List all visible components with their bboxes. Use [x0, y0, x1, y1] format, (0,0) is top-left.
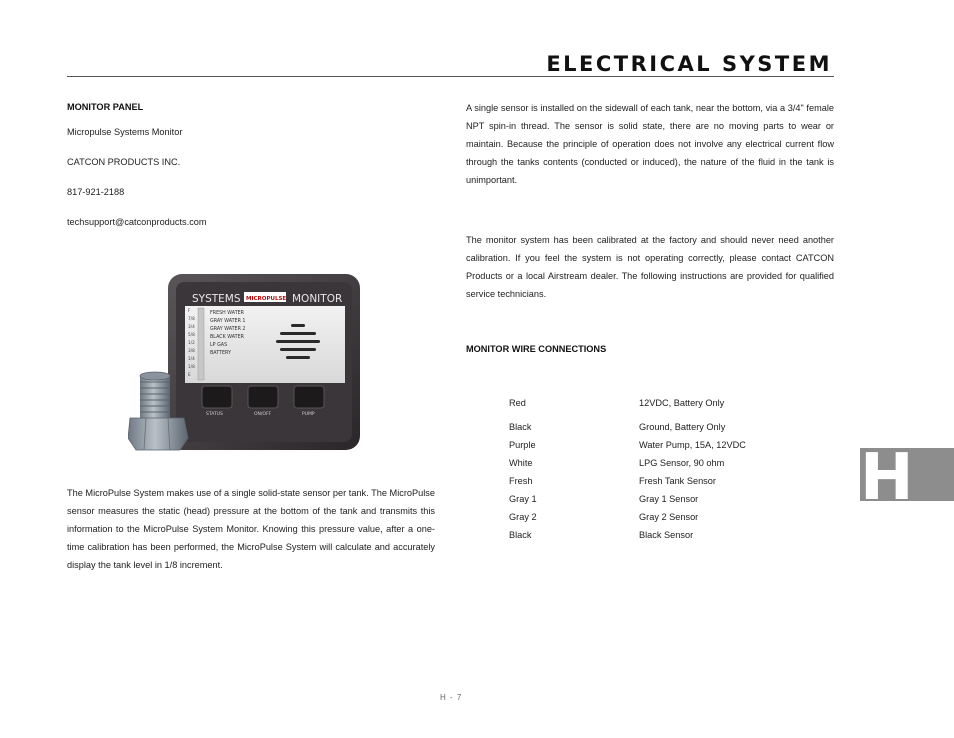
calibration-paragraph: The monitor system has been calibrated at the factory and should never need another calibration. If you feel the system is not operating correctly, please contact CATCON Products or a local Airstream dealer. The following instructions are provided for qualified service technicians.: [466, 235, 834, 299]
svg-text:H: H: [860, 448, 914, 501]
company-name: CATCON PRODUCTS INC.: [67, 157, 181, 167]
system-description: The MicroPulse System makes use of a single solid-state sensor per tank. The MicroPulse sensor measures the static (head) pressure at the bottom of the tank and transmits this information to the MicroPulse System Monitor. Knowing this pressure value, after a one-time calibration has been performed, the MicroPulse System will calculate and accurately display the tank level in 1/8 increment.: [67, 488, 435, 570]
wire-color: Black: [509, 422, 532, 432]
status-button: [202, 386, 232, 408]
svg-text:LP GAS: LP GAS: [210, 343, 228, 348]
wire-color: Purple: [509, 440, 536, 450]
monitor-illustration: [128, 272, 362, 452]
wire-color: White: [509, 458, 533, 468]
monitor-panel-heading: MONITOR PANEL: [67, 102, 144, 112]
wire-function: Black Sensor: [639, 530, 694, 540]
svg-text:BATTERY: BATTERY: [210, 351, 231, 356]
wire-function: Water Pump, 15A, 12VDC: [639, 440, 746, 450]
wire-color: Black: [509, 530, 532, 540]
wire-function: Gray 1 Sensor: [639, 494, 699, 504]
svg-text:BLACK WATER: BLACK WATER: [210, 335, 244, 340]
wire-color: Gray 1: [509, 494, 537, 504]
wire-color: Fresh: [509, 476, 533, 486]
svg-text:7/8: 7/8: [188, 316, 195, 321]
wire-function: 12VDC, Battery Only: [639, 398, 725, 408]
section-tab-letter: [860, 448, 954, 501]
header-rule: [67, 76, 834, 77]
product-name: Micropulse Systems Monitor: [67, 127, 183, 137]
svg-text:ON/OFF: ON/OFF: [254, 412, 272, 417]
svg-text:3/8: 3/8: [188, 348, 195, 353]
page-title: ELECTRICAL SYSTEM: [546, 52, 832, 76]
svg-text:FRESH WATER: FRESH WATER: [210, 311, 244, 316]
section-tab: [860, 448, 954, 501]
wire-color: Gray 2: [509, 512, 537, 522]
svg-text:GRAY WATER 2: GRAY WATER 2: [210, 327, 246, 332]
svg-text:1/2: 1/2: [188, 340, 195, 345]
phone-number: 817-921-2188: [67, 187, 125, 197]
svg-text:5/8: 5/8: [188, 332, 195, 337]
wire-function: Fresh Tank Sensor: [639, 476, 716, 486]
wire-function: LPG Sensor, 90 ohm: [639, 458, 725, 468]
level-scale: [188, 308, 195, 377]
svg-text:1/4: 1/4: [188, 356, 195, 361]
svg-text:3/4: 3/4: [188, 324, 195, 329]
svg-text:1/8: 1/8: [188, 364, 195, 369]
onoff-button: [248, 386, 278, 408]
wire-connections-heading: MONITOR WIRE CONNECTIONS: [466, 344, 607, 354]
svg-text:F: F: [188, 308, 191, 313]
page-number: H - 7: [440, 693, 463, 702]
pump-button: [294, 386, 324, 408]
sensor-paragraph: A single sensor is installed on the sidewall of each tank, near the bottom, via a 3/4" female NPT spin-in thread. The sensor is solid state, there are no moving parts to wear or maintain. Because the principle of operation does not involve any electrical current flow through the tanks contents (conducted or induced), the nature of the fluid in the tank is unimportant.: [466, 103, 834, 185]
support-email: techsupport@catconproducts.com: [67, 217, 207, 227]
svg-text:E: E: [188, 372, 191, 377]
wire-color: Red: [509, 398, 526, 408]
wire-function: Gray 2 Sensor: [639, 512, 699, 522]
led-bar: [198, 308, 204, 380]
monitor-title-right: MONITOR: [292, 293, 343, 305]
svg-text:PUMP: PUMP: [302, 412, 315, 417]
wire-function: Ground, Battery Only: [639, 422, 726, 432]
svg-text:GRAY WATER 1: GRAY WATER 1: [210, 319, 246, 324]
monitor-display: [185, 306, 345, 383]
monitor-title-left: SYSTEMS: [192, 293, 241, 305]
brand-logo-text: MICROPULSE: [246, 296, 287, 302]
svg-text:STATUS: STATUS: [206, 412, 223, 417]
monitor-panel-image: [128, 272, 362, 452]
